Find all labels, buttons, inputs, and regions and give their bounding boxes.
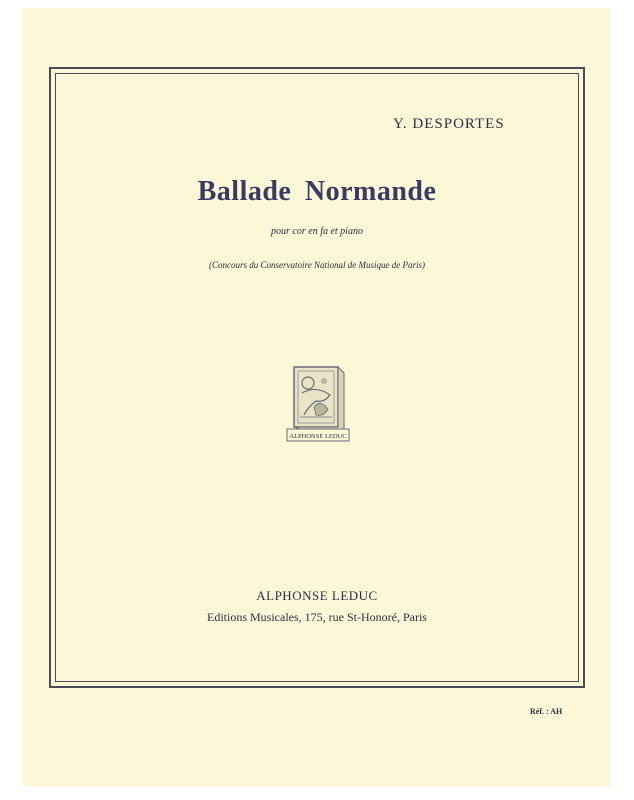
publisher-address: Editions Musicales, 175, rue St-Honoré, Paris xyxy=(207,610,427,624)
work-title: Ballade Normande xyxy=(197,176,437,207)
publisher-emblem xyxy=(286,363,350,443)
competition-note: (Concours du Conservatoire National de Musique de Paris) xyxy=(209,260,425,270)
composer-name: Y. DESPORTES xyxy=(393,116,505,132)
emblem-label: ALPHONSE LEDUC xyxy=(289,433,347,440)
reference-code: Réf. : AH xyxy=(530,707,563,716)
publisher-name: ALPHONSE LEDUC xyxy=(256,588,378,603)
instrumentation-subtitle: pour cor en fa et piano xyxy=(271,226,363,237)
